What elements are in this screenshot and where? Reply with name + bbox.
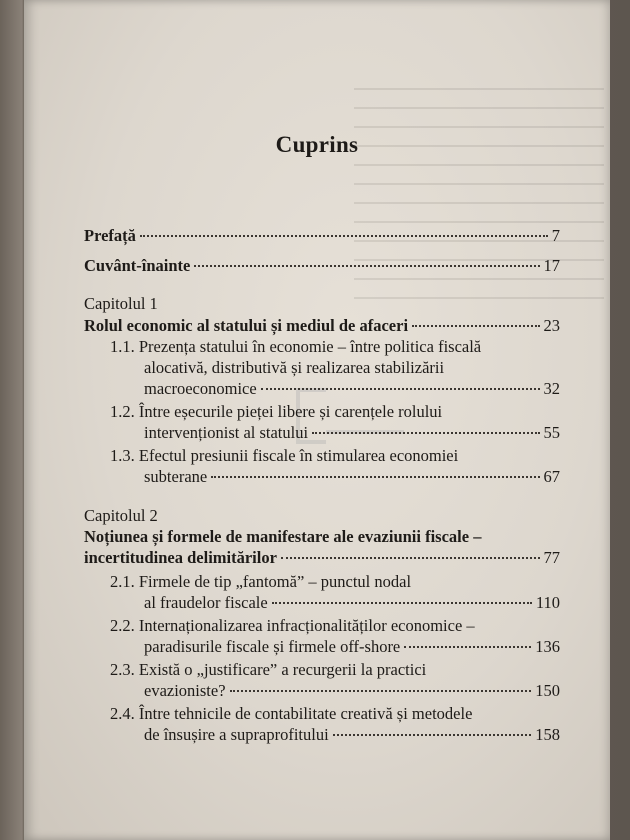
toc-entry-label: paradisurile fiscale și firmele off-shore [144,637,401,656]
section-2-3-line-1: 2.3. Există o „justificare” a recurgerii la practici [110,660,427,679]
leader-dots [333,734,532,736]
section-1-1-line-2: alocativă, distributivă și realizarea stabilizării [144,358,445,377]
toc-entry-label: evazioniste? [144,681,226,700]
table-of-contents [24,0,610,840]
section-2-4-line-1: 2.4. Între tehnicile de contabilitate creativă și metodele [110,704,473,723]
toc-entry-page: 77 [543,548,560,567]
leader-dots [281,557,540,559]
leader-dots [194,265,539,267]
toc-entry-page: 67 [543,467,560,486]
leader-dots [412,325,539,327]
leader-dots [211,476,539,478]
chapter-2-title-line-2 [84,548,560,568]
section-2-2-line-2 [144,637,560,657]
toc-entry-page: 110 [535,593,560,612]
toc-entry-label: macroeconomice [144,379,257,398]
leader-dots [230,690,532,692]
toc-entry-label: intervenționist al statului [144,423,309,442]
section-1-3-line-2 [144,467,560,487]
toc-entry-label: Cuvânt-înainte [84,256,191,275]
section-2-4-line-2 [144,725,560,745]
section-2-1-line-2 [144,593,560,613]
section-1-1-line-1: 1.1. Prezența statului în economie – între politica fiscală [110,337,482,356]
section-2-1-line-1: 2.1. Firmele de tip „fantomă” – punctul nodal [110,572,412,591]
leader-dots [404,646,531,648]
toc-entry-label: subterane [144,467,208,486]
leader-dots [140,235,548,237]
toc-entry-page: 23 [543,316,560,335]
toc-entry-foreword [84,256,560,276]
toc-entry-label: al fraudelor fiscale [144,593,268,612]
book-page [24,0,610,840]
toc-entry-page: 32 [543,379,560,398]
section-1-3-line-1: 1.3. Efectul presiunii fiscale în stimularea economiei [110,446,459,465]
page-title: Cuprins [275,132,359,157]
chapter-1-heading: Capitolul 1 [84,294,158,313]
chapter-1-title [84,316,560,336]
toc-entry-page: 150 [535,681,560,700]
leader-dots [261,388,540,390]
toc-entry-preface [84,226,560,246]
toc-entry-label: incertitudinea delimitărilor [84,548,277,567]
section-1-2-line-1: 1.2. Între eșecurile pieței libere și carențele rolului [110,402,443,421]
leader-dots [312,432,539,434]
leader-dots [272,602,532,604]
toc-entry-label: Prefață [84,226,136,245]
toc-entry-label: de însușire a supraprofitului [144,725,329,744]
section-2-2-line-1: 2.2. Internaționalizarea infracționalităților economice – [110,616,475,635]
toc-entry-page: 7 [551,226,560,245]
toc-entry-page: 136 [535,637,560,656]
toc-entry-page: 158 [535,725,560,744]
section-1-1-line-3 [144,379,560,399]
chapter-2-heading: Capitolul 2 [84,506,158,525]
toc-entry-page: 17 [543,256,560,275]
toc-entry-label: Rolul economic al statului și mediul de afaceri [84,316,409,335]
section-2-3-line-2 [144,681,560,701]
section-1-2-line-2 [144,423,560,443]
chapter-2-title-line-1: Noțiunea și formele de manifestare ale evaziunii fiscale – [84,527,482,546]
toc-entry-page: 55 [543,423,560,442]
